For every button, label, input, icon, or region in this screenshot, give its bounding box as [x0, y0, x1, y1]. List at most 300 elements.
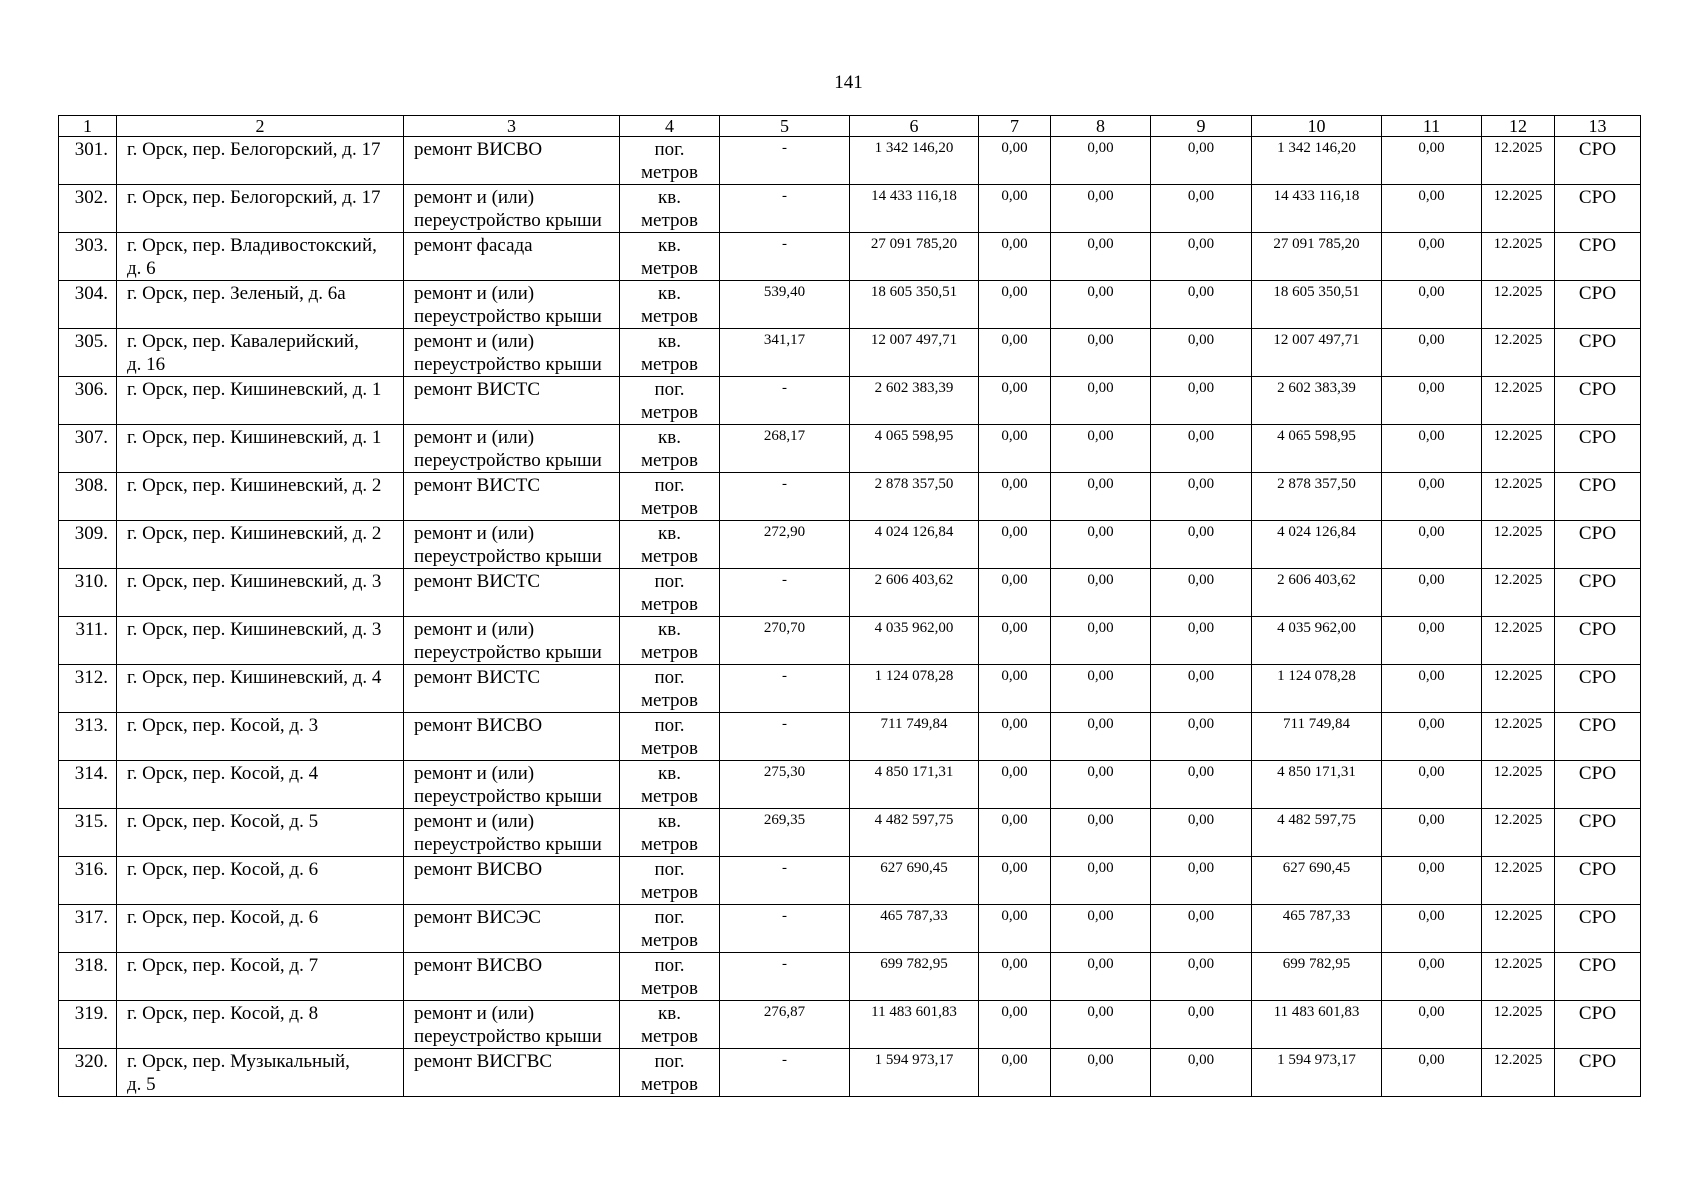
col11-cell: 0,00	[1382, 569, 1482, 617]
work-type-cell-line: переустройство крыши	[414, 354, 602, 375]
row-number: 320.	[59, 1049, 117, 1097]
work-type-cell-line: переустройство крыши	[414, 1026, 602, 1047]
col11-cell: 0,00	[1382, 233, 1482, 281]
col13-cell: СРО	[1555, 905, 1641, 953]
col11-cell: 0,00	[1382, 1001, 1482, 1049]
col7-cell: 0,00	[979, 809, 1051, 857]
address-cell-line: г. Орск, пер. Косой, д. 7	[127, 955, 319, 976]
address-cell-line: г. Орск, пер. Кишиневский, д. 2	[127, 475, 382, 496]
unit-cell-line: метров	[641, 258, 698, 279]
col13-cell: СРО	[1555, 713, 1641, 761]
unit-cell	[620, 185, 720, 233]
unit-cell-line: метров	[641, 834, 698, 855]
address-cell-line: д. 16	[127, 354, 166, 375]
col10-cell: 1 342 146,20	[1252, 137, 1382, 185]
unit-cell-line: пог.	[654, 907, 685, 928]
col5-cell: 268,17	[720, 425, 850, 473]
work-type-cell	[404, 233, 620, 281]
address-cell	[117, 905, 404, 953]
table-row	[59, 425, 1641, 473]
unit-cell	[620, 329, 720, 377]
unit-cell-line: метров	[641, 546, 698, 567]
col11-cell: 0,00	[1382, 185, 1482, 233]
unit-cell	[620, 473, 720, 521]
column-header-13: 13	[1555, 116, 1641, 137]
col8-cell: 0,00	[1051, 377, 1151, 425]
col11-cell: 0,00	[1382, 665, 1482, 713]
address-cell	[117, 617, 404, 665]
work-type-cell-line: ремонт ВИСВО	[414, 859, 543, 880]
work-type-cell-line: ремонт и (или)	[414, 187, 535, 208]
address-cell	[117, 857, 404, 905]
col13-cell: СРО	[1555, 953, 1641, 1001]
work-type-cell-line: переустройство крыши	[414, 786, 602, 807]
col7-cell: 0,00	[979, 329, 1051, 377]
col13-cell: СРО	[1555, 281, 1641, 329]
unit-cell-line: пог.	[654, 475, 685, 496]
unit-cell	[620, 809, 720, 857]
col8-cell: 0,00	[1051, 617, 1151, 665]
col8-cell: 0,00	[1051, 569, 1151, 617]
col10-cell: 465 787,33	[1252, 905, 1382, 953]
col13-cell: СРО	[1555, 1001, 1641, 1049]
column-header-6: 6	[850, 116, 979, 137]
column-header-7: 7	[979, 116, 1051, 137]
column-header-8: 8	[1051, 116, 1151, 137]
address-cell-line: г. Орск, пер. Косой, д. 3	[127, 715, 319, 736]
col9-cell: 0,00	[1151, 377, 1252, 425]
col11-cell: 0,00	[1382, 857, 1482, 905]
page-number: 141	[834, 72, 863, 93]
work-type-cell-line: ремонт и (или)	[414, 523, 535, 544]
col12-cell: 12.2025	[1482, 761, 1555, 809]
col5-cell: -	[720, 713, 850, 761]
unit-cell-line: метров	[641, 786, 698, 807]
col9-cell: 0,00	[1151, 473, 1252, 521]
unit-cell	[620, 521, 720, 569]
col11-cell: 0,00	[1382, 329, 1482, 377]
unit-cell-line: кв.	[658, 283, 681, 304]
address-cell	[117, 425, 404, 473]
unit-cell	[620, 1049, 720, 1097]
col13-cell: СРО	[1555, 377, 1641, 425]
col11-cell: 0,00	[1382, 377, 1482, 425]
col13-cell: СРО	[1555, 425, 1641, 473]
table-row	[59, 1001, 1641, 1049]
unit-cell-line: метров	[641, 306, 698, 327]
work-type-cell	[404, 137, 620, 185]
col10-cell: 1 594 973,17	[1252, 1049, 1382, 1097]
col7-cell: 0,00	[979, 1001, 1051, 1049]
col9-cell: 0,00	[1151, 713, 1252, 761]
unit-cell	[620, 425, 720, 473]
col6-cell: 4 482 597,75	[850, 809, 979, 857]
col10-cell: 11 483 601,83	[1252, 1001, 1382, 1049]
row-number: 315.	[59, 809, 117, 857]
unit-cell-line: кв.	[658, 187, 681, 208]
row-number: 312.	[59, 665, 117, 713]
row-number: 303.	[59, 233, 117, 281]
col10-cell: 4 035 962,00	[1252, 617, 1382, 665]
col9-cell: 0,00	[1151, 953, 1252, 1001]
col6-cell: 4 850 171,31	[850, 761, 979, 809]
address-cell	[117, 665, 404, 713]
table-row	[59, 569, 1641, 617]
table-row	[59, 857, 1641, 905]
table-row	[59, 377, 1641, 425]
unit-cell-line: метров	[641, 498, 698, 519]
col10-cell: 18 605 350,51	[1252, 281, 1382, 329]
unit-cell-line: кв.	[658, 811, 681, 832]
col9-cell: 0,00	[1151, 233, 1252, 281]
col11-cell: 0,00	[1382, 1049, 1482, 1097]
row-number: 301.	[59, 137, 117, 185]
row-number: 314.	[59, 761, 117, 809]
col11-cell: 0,00	[1382, 281, 1482, 329]
row-number: 319.	[59, 1001, 117, 1049]
col5-cell: 539,40	[720, 281, 850, 329]
col13-cell: СРО	[1555, 1049, 1641, 1097]
col13-cell: СРО	[1555, 617, 1641, 665]
col5-cell: 269,35	[720, 809, 850, 857]
work-type-cell	[404, 1049, 620, 1097]
col6-cell: 2 606 403,62	[850, 569, 979, 617]
col12-cell: 12.2025	[1482, 1001, 1555, 1049]
col5-cell: 275,30	[720, 761, 850, 809]
col5-cell: -	[720, 905, 850, 953]
col6-cell: 11 483 601,83	[850, 1001, 979, 1049]
col12-cell: 12.2025	[1482, 377, 1555, 425]
unit-cell-line: метров	[641, 210, 698, 231]
work-type-cell	[404, 425, 620, 473]
unit-cell-line: метров	[641, 642, 698, 663]
col10-cell: 14 433 116,18	[1252, 185, 1382, 233]
col12-cell: 12.2025	[1482, 425, 1555, 473]
row-number: 313.	[59, 713, 117, 761]
work-type-cell	[404, 473, 620, 521]
column-header-4: 4	[620, 116, 720, 137]
col10-cell: 4 065 598,95	[1252, 425, 1382, 473]
address-cell	[117, 377, 404, 425]
col7-cell: 0,00	[979, 137, 1051, 185]
address-cell-line: д. 6	[127, 258, 156, 279]
unit-cell-line: пог.	[654, 571, 685, 592]
row-number: 302.	[59, 185, 117, 233]
work-type-cell-line: ремонт ВИСВО	[414, 139, 543, 160]
col7-cell: 0,00	[979, 473, 1051, 521]
unit-cell	[620, 233, 720, 281]
work-type-cell	[404, 905, 620, 953]
address-cell-line: г. Орск, пер. Кавалерийский,	[127, 331, 359, 352]
col10-cell: 4 024 126,84	[1252, 521, 1382, 569]
col11-cell: 0,00	[1382, 473, 1482, 521]
address-cell-line: д. 5	[127, 1074, 156, 1095]
work-type-cell-line: ремонт ВИСТС	[414, 475, 541, 496]
address-cell	[117, 761, 404, 809]
col13-cell: СРО	[1555, 137, 1641, 185]
col11-cell: 0,00	[1382, 137, 1482, 185]
col5-cell: 272,90	[720, 521, 850, 569]
column-header-5: 5	[720, 116, 850, 137]
col10-cell: 699 782,95	[1252, 953, 1382, 1001]
col12-cell: 12.2025	[1482, 713, 1555, 761]
address-cell	[117, 473, 404, 521]
unit-cell	[620, 665, 720, 713]
unit-cell-line: метров	[641, 450, 698, 471]
work-type-cell-line: переустройство крыши	[414, 546, 602, 567]
col6-cell: 4 065 598,95	[850, 425, 979, 473]
unit-cell	[620, 905, 720, 953]
unit-cell-line: кв.	[658, 1003, 681, 1024]
row-number: 308.	[59, 473, 117, 521]
unit-cell-line: метров	[641, 978, 698, 999]
address-cell	[117, 1001, 404, 1049]
col6-cell: 4 024 126,84	[850, 521, 979, 569]
work-type-cell	[404, 665, 620, 713]
work-schedule-table	[58, 115, 1641, 1097]
col10-cell: 2 602 383,39	[1252, 377, 1382, 425]
col7-cell: 0,00	[979, 665, 1051, 713]
work-type-cell-line: переустройство крыши	[414, 642, 602, 663]
table-row	[59, 713, 1641, 761]
col12-cell: 12.2025	[1482, 233, 1555, 281]
address-cell-line: г. Орск, пер. Косой, д. 4	[127, 763, 319, 784]
col6-cell: 12 007 497,71	[850, 329, 979, 377]
col6-cell: 14 433 116,18	[850, 185, 979, 233]
unit-cell-line: кв.	[658, 763, 681, 784]
col8-cell: 0,00	[1051, 1049, 1151, 1097]
col6-cell: 27 091 785,20	[850, 233, 979, 281]
row-number: 318.	[59, 953, 117, 1001]
work-type-cell-line: переустройство крыши	[414, 834, 602, 855]
col11-cell: 0,00	[1382, 617, 1482, 665]
work-type-cell	[404, 761, 620, 809]
col9-cell: 0,00	[1151, 1049, 1252, 1097]
col10-cell: 1 124 078,28	[1252, 665, 1382, 713]
col6-cell: 4 035 962,00	[850, 617, 979, 665]
col8-cell: 0,00	[1051, 137, 1151, 185]
unit-cell-line: кв.	[658, 619, 681, 640]
work-type-cell-line: переустройство крыши	[414, 210, 602, 231]
col8-cell: 0,00	[1051, 953, 1151, 1001]
col10-cell: 27 091 785,20	[1252, 233, 1382, 281]
address-cell	[117, 521, 404, 569]
col12-cell: 12.2025	[1482, 809, 1555, 857]
col8-cell: 0,00	[1051, 809, 1151, 857]
col12-cell: 12.2025	[1482, 569, 1555, 617]
work-type-cell	[404, 617, 620, 665]
col11-cell: 0,00	[1382, 953, 1482, 1001]
work-type-cell-line: ремонт и (или)	[414, 811, 535, 832]
col6-cell: 2 602 383,39	[850, 377, 979, 425]
col9-cell: 0,00	[1151, 137, 1252, 185]
table-row	[59, 617, 1641, 665]
unit-cell-line: пог.	[654, 667, 685, 688]
unit-cell-line: пог.	[654, 1051, 685, 1072]
work-type-cell-line: ремонт и (или)	[414, 1003, 535, 1024]
address-cell-line: г. Орск, пер. Кишиневский, д. 4	[127, 667, 382, 688]
address-cell-line: г. Орск, пер. Владивостокский,	[127, 235, 377, 256]
col5-cell: -	[720, 857, 850, 905]
column-header-1: 1	[59, 116, 117, 137]
col8-cell: 0,00	[1051, 665, 1151, 713]
table-row	[59, 809, 1641, 857]
unit-cell-line: пог.	[654, 715, 685, 736]
col7-cell: 0,00	[979, 233, 1051, 281]
table-row	[59, 1049, 1641, 1097]
col9-cell: 0,00	[1151, 1001, 1252, 1049]
address-cell	[117, 281, 404, 329]
col7-cell: 0,00	[979, 953, 1051, 1001]
unit-cell	[620, 617, 720, 665]
col7-cell: 0,00	[979, 905, 1051, 953]
unit-cell-line: метров	[641, 402, 698, 423]
work-type-cell	[404, 809, 620, 857]
col12-cell: 12.2025	[1482, 329, 1555, 377]
col10-cell: 711 749,84	[1252, 713, 1382, 761]
col13-cell: СРО	[1555, 761, 1641, 809]
col12-cell: 12.2025	[1482, 665, 1555, 713]
address-cell-line: г. Орск, пер. Кишиневский, д. 1	[127, 427, 382, 448]
col5-cell: -	[720, 233, 850, 281]
col9-cell: 0,00	[1151, 569, 1252, 617]
unit-cell	[620, 761, 720, 809]
unit-cell	[620, 1001, 720, 1049]
work-type-cell-line: ремонт ВИСТС	[414, 571, 541, 592]
col12-cell: 12.2025	[1482, 521, 1555, 569]
unit-cell-line: метров	[641, 738, 698, 759]
col8-cell: 0,00	[1051, 185, 1151, 233]
table-row	[59, 329, 1641, 377]
unit-cell	[620, 377, 720, 425]
col12-cell: 12.2025	[1482, 857, 1555, 905]
work-type-cell-line: ремонт ВИСТС	[414, 667, 541, 688]
col7-cell: 0,00	[979, 185, 1051, 233]
table-row	[59, 473, 1641, 521]
col12-cell: 12.2025	[1482, 281, 1555, 329]
row-number: 309.	[59, 521, 117, 569]
unit-cell-line: кв.	[658, 427, 681, 448]
col5-cell: -	[720, 665, 850, 713]
work-type-cell	[404, 377, 620, 425]
table-row	[59, 905, 1641, 953]
unit-cell	[620, 137, 720, 185]
col9-cell: 0,00	[1151, 665, 1252, 713]
col5-cell: -	[720, 185, 850, 233]
work-type-cell	[404, 569, 620, 617]
col5-cell: -	[720, 1049, 850, 1097]
col12-cell: 12.2025	[1482, 185, 1555, 233]
col8-cell: 0,00	[1051, 425, 1151, 473]
col7-cell: 0,00	[979, 281, 1051, 329]
address-cell	[117, 233, 404, 281]
col8-cell: 0,00	[1051, 1001, 1151, 1049]
col6-cell: 1 124 078,28	[850, 665, 979, 713]
row-number: 317.	[59, 905, 117, 953]
work-type-cell	[404, 713, 620, 761]
col11-cell: 0,00	[1382, 761, 1482, 809]
col9-cell: 0,00	[1151, 185, 1252, 233]
col7-cell: 0,00	[979, 857, 1051, 905]
col8-cell: 0,00	[1051, 761, 1151, 809]
col8-cell: 0,00	[1051, 857, 1151, 905]
work-type-cell-line: ремонт и (или)	[414, 619, 535, 640]
unit-cell-line: пог.	[654, 379, 685, 400]
column-header-11: 11	[1382, 116, 1482, 137]
table-row	[59, 233, 1641, 281]
col8-cell: 0,00	[1051, 713, 1151, 761]
col5-cell: -	[720, 377, 850, 425]
work-type-cell-line: ремонт и (или)	[414, 331, 535, 352]
address-cell-line: г. Орск, пер. Косой, д. 8	[127, 1003, 319, 1024]
row-number: 304.	[59, 281, 117, 329]
work-type-cell	[404, 857, 620, 905]
unit-cell-line: пог.	[654, 955, 685, 976]
address-cell	[117, 185, 404, 233]
address-cell	[117, 329, 404, 377]
unit-cell-line: метров	[641, 690, 698, 711]
address-cell-line: г. Орск, пер. Белогорский, д. 17	[127, 139, 381, 160]
col7-cell: 0,00	[979, 521, 1051, 569]
col5-cell: -	[720, 953, 850, 1001]
row-number: 316.	[59, 857, 117, 905]
unit-cell-line: кв.	[658, 235, 681, 256]
col9-cell: 0,00	[1151, 521, 1252, 569]
col13-cell: СРО	[1555, 569, 1641, 617]
col7-cell: 0,00	[979, 569, 1051, 617]
work-type-cell-line: ремонт ВИСЭС	[414, 907, 541, 928]
table-body	[59, 137, 1641, 1097]
unit-cell-line: метров	[641, 594, 698, 615]
table-row	[59, 185, 1641, 233]
address-cell	[117, 713, 404, 761]
unit-cell-line: пог.	[654, 859, 685, 880]
table-row	[59, 665, 1641, 713]
work-type-cell-line: ремонт ВИСГВС	[414, 1051, 553, 1072]
col13-cell: СРО	[1555, 473, 1641, 521]
unit-cell	[620, 569, 720, 617]
unit-cell	[620, 857, 720, 905]
col7-cell: 0,00	[979, 425, 1051, 473]
table-row	[59, 761, 1641, 809]
col11-cell: 0,00	[1382, 425, 1482, 473]
col11-cell: 0,00	[1382, 521, 1482, 569]
col10-cell: 2 878 357,50	[1252, 473, 1382, 521]
col6-cell: 2 878 357,50	[850, 473, 979, 521]
work-type-cell-line: переустройство крыши	[414, 306, 602, 327]
col6-cell: 1 342 146,20	[850, 137, 979, 185]
col13-cell: СРО	[1555, 809, 1641, 857]
row-number: 307.	[59, 425, 117, 473]
col7-cell: 0,00	[979, 1049, 1051, 1097]
work-type-cell-line: ремонт и (или)	[414, 283, 535, 304]
col9-cell: 0,00	[1151, 809, 1252, 857]
work-type-cell	[404, 185, 620, 233]
col7-cell: 0,00	[979, 617, 1051, 665]
col13-cell: СРО	[1555, 233, 1641, 281]
work-type-cell	[404, 329, 620, 377]
work-type-cell-line: ремонт фасада	[414, 235, 533, 256]
col7-cell: 0,00	[979, 713, 1051, 761]
col8-cell: 0,00	[1051, 521, 1151, 569]
address-cell	[117, 137, 404, 185]
col13-cell: СРО	[1555, 185, 1641, 233]
address-cell-line: г. Орск, пер. Белогорский, д. 17	[127, 187, 381, 208]
unit-cell-line: кв.	[658, 523, 681, 544]
col5-cell: -	[720, 137, 850, 185]
address-cell-line: г. Орск, пер. Кишиневский, д. 3	[127, 619, 382, 640]
column-header-2: 2	[117, 116, 404, 137]
